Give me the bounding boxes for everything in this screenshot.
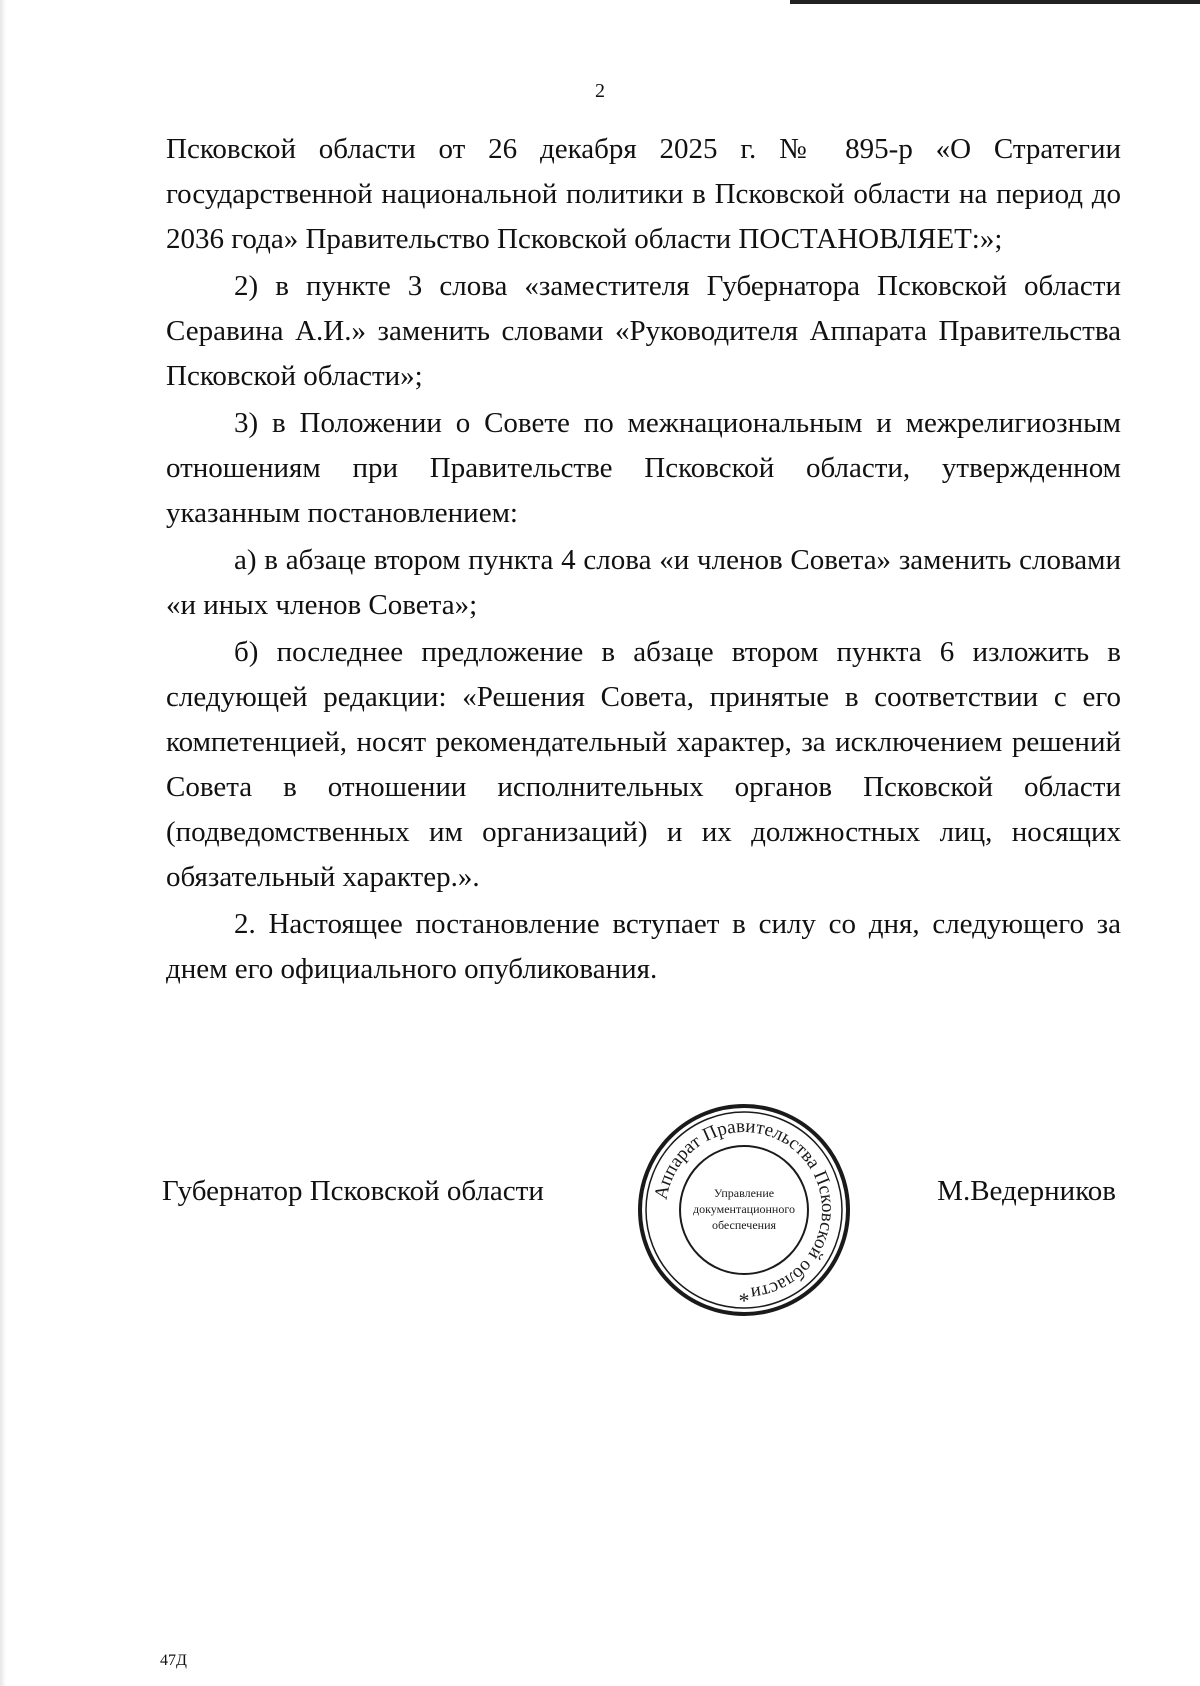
document-body — [166, 127, 1121, 992]
seal-center-line-3: обеспечения — [711, 1218, 777, 1232]
paragraph-effective-date: 2. Настоящее постановление вступает в силу со дня, следующего за днем его официального опубликования. — [166, 908, 1121, 985]
seal-star-icon: * — [738, 1288, 750, 1313]
paragraph-subitem-a: а) в абзаце втором пункта 4 слова «и членов Совета» заменить словами «и иных членов Совета»; — [166, 544, 1121, 621]
signatory-position: Губернатор Псковской области — [162, 1175, 544, 1207]
seal-ring-text: Аппарат Правительства Псковской области — [650, 1115, 839, 1304]
page-number: 2 — [595, 80, 605, 102]
paragraph-subitem-b: б) последнее предложение в абзаце втором пункта 6 изложить в следующей редакции: «Решения Совета, принятые в соответствии с его компетенцией, носят рекомендательный характер, за исключением решений Совета в отношении исполнительных органов Псковской области (подведомственных им организаций) и их должностных лиц, носящих обязательный характер.». — [166, 636, 1121, 893]
seal-center-line-2: документационного — [693, 1202, 795, 1216]
seal-center-line-1: Управление — [713, 1186, 775, 1200]
footer-document-code: 47Д — [160, 1652, 187, 1669]
paragraph-item-2: 2) в пункте 3 слова «заместителя Губернатора Псковской области Серавина А.И.» заменить словами «Руководителя Аппарата Правительства Псковской области»; — [166, 270, 1121, 392]
scan-left-edge — [0, 0, 6, 1686]
paragraph-continuation: Псковской области от 26 декабря 2025 г. № 895-р «О Стратегии государственной национальной политики в Псковской области на период до 2036 года» Правительство Псковской области ПОСТАНОВЛЯЕТ:»; — [166, 133, 1121, 255]
signatory-name: М.Ведерников — [937, 1175, 1116, 1207]
paragraph-item-3: 3) в Положении о Совете по межнациональным и межрелигиозным отношениям при Правительстве Псковской области, утвержденном указанным постановлением: — [166, 407, 1121, 529]
official-seal-stamp — [634, 1100, 854, 1320]
scan-top-edge-line — [790, 0, 1200, 4]
